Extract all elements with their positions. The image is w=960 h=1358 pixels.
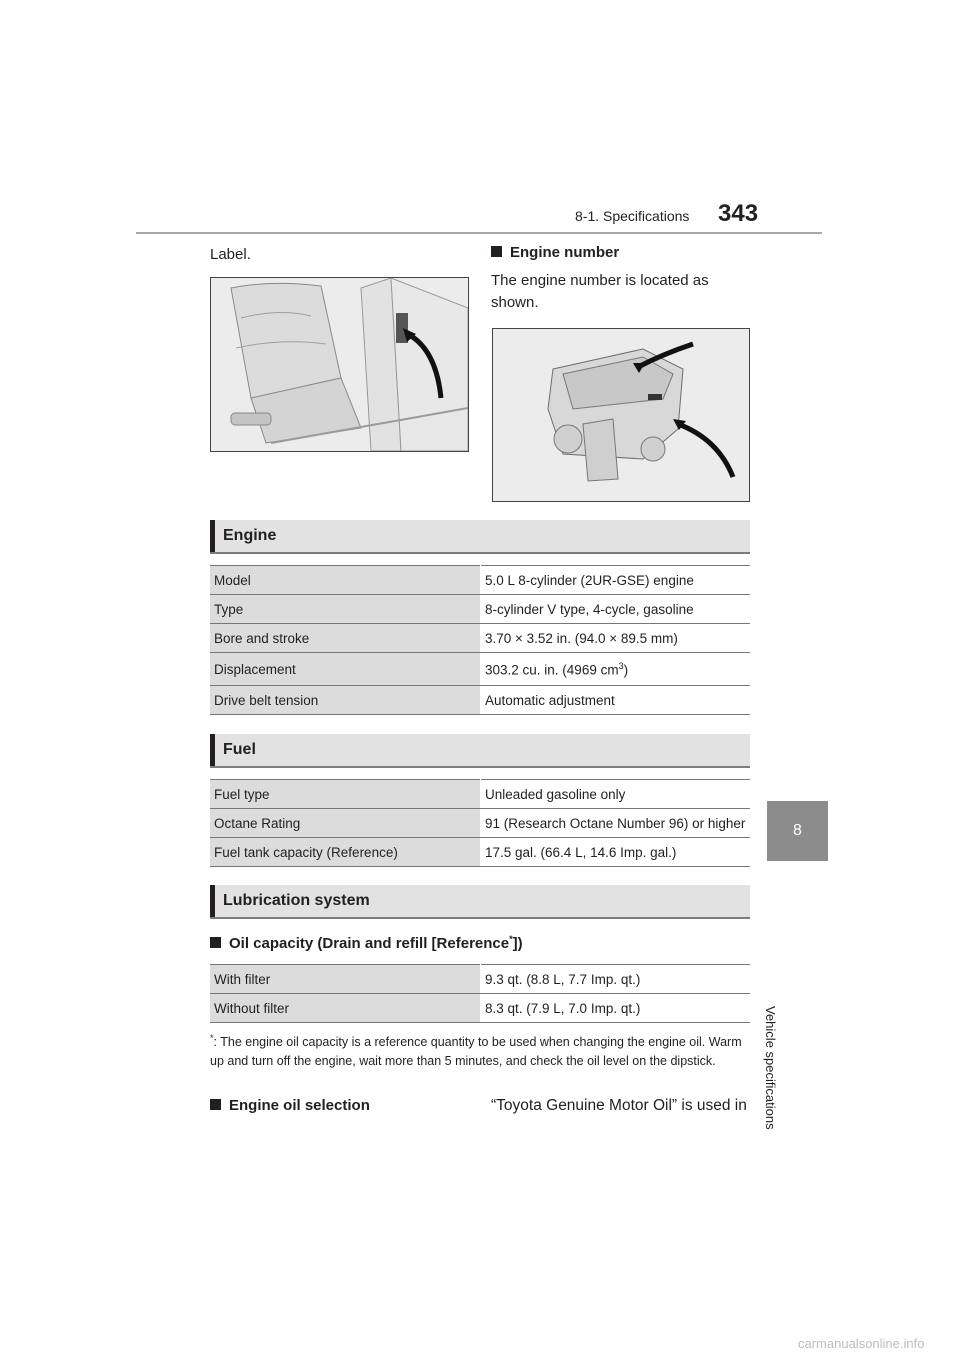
table-row [210,965,750,994]
section-accent [210,734,215,766]
chapter-tab [767,801,828,861]
label-caption: Label. [210,246,251,263]
engine-section-header [210,520,750,554]
fuel-section-header [210,734,750,768]
spec-key: Fuel type [210,780,481,809]
spec-value: 17.5 gal. (66.4 L, 14.6 Imp. gal.) [481,838,751,867]
oil-selection-text: “Toyota Genuine Motor Oil” is used in [491,1097,747,1114]
page-number: 343 [718,200,759,227]
lubrication-section-header [210,885,750,919]
bullet-square-icon [210,1099,221,1110]
section-accent [210,885,215,917]
spec-value: 9.3 qt. (8.8 L, 7.7 Imp. qt.) [481,965,751,994]
spec-value: Unleaded gasoline only [481,780,751,809]
oil-capacity-heading: Oil capacity (Drain and refill [Reference*]) [210,934,523,952]
spec-key: Fuel tank capacity (Reference) [210,838,481,867]
engine-spec-table [210,565,750,715]
table-row [210,994,750,1023]
seat-illustration [211,278,468,451]
table-row [210,566,750,595]
engine-section-title: Engine [223,527,277,544]
spec-value: 303.2 cu. in. (4969 $cm^3$) [481,653,751,686]
watermark-link[interactable]: carmanualsonline.info [798,1336,925,1351]
engine-number-text: The engine number is located as shown. [491,272,709,311]
oil-selection-heading: Engine oil selection [210,1097,370,1114]
section-title: 8-1. Specifications [575,208,690,224]
spec-key: Displacement [210,653,481,686]
table-row [210,686,750,715]
spec-key: Without filter [210,994,481,1023]
table-row [210,780,750,809]
table-row [210,809,750,838]
engine-illustration [493,329,749,501]
lubrication-section-title: Lubrication system [223,892,370,909]
bullet-square-icon [210,937,221,948]
bullet-square-icon [491,246,502,257]
engine-figure [492,328,750,502]
spec-key: Type [210,595,481,624]
table-row [210,838,750,867]
fuel-section-title: Fuel [223,741,256,758]
engine-number-heading: Engine number [491,244,619,261]
spec-key: Drive belt tension [210,686,481,715]
fuel-spec-table [210,779,750,867]
footnote: *: The engine oil capacity is a reference quantity to be used when changing the engine oil. Warm up and turn off the engine, wait more than 5 minutes, and check the oil level on the dipstick. [210,1033,742,1069]
spec-value: 91 (Research Octane Number 96) or higher [481,809,751,838]
spec-key: With filter [210,965,481,994]
chapter-label: Vehicle specifications [763,1006,778,1130]
table-row [210,595,750,624]
spec-value: Automatic adjustment [481,686,751,715]
table-row [210,653,750,686]
spec-key: Bore and stroke [210,624,481,653]
spec-value: 3.70 × 3.52 in. (94.0 × 89.5 mm) [481,624,751,653]
spec-value: 8-cylinder V type, 4-cycle, gasoline [481,595,751,624]
table-row [210,624,750,653]
spec-value: 5.0 L 8-cylinder (2UR-GSE) engine [481,566,751,595]
section-accent [210,520,215,552]
seat-label-figure [210,277,469,452]
oil-capacity-table [210,964,750,1023]
chapter-number: 8 [793,822,802,839]
spec-key: Octane Rating [210,809,481,838]
spec-value: 8.3 qt. (7.9 L, 7.0 Imp. qt.) [481,994,751,1023]
spec-key: Model [210,566,481,595]
header-rule [136,232,822,234]
